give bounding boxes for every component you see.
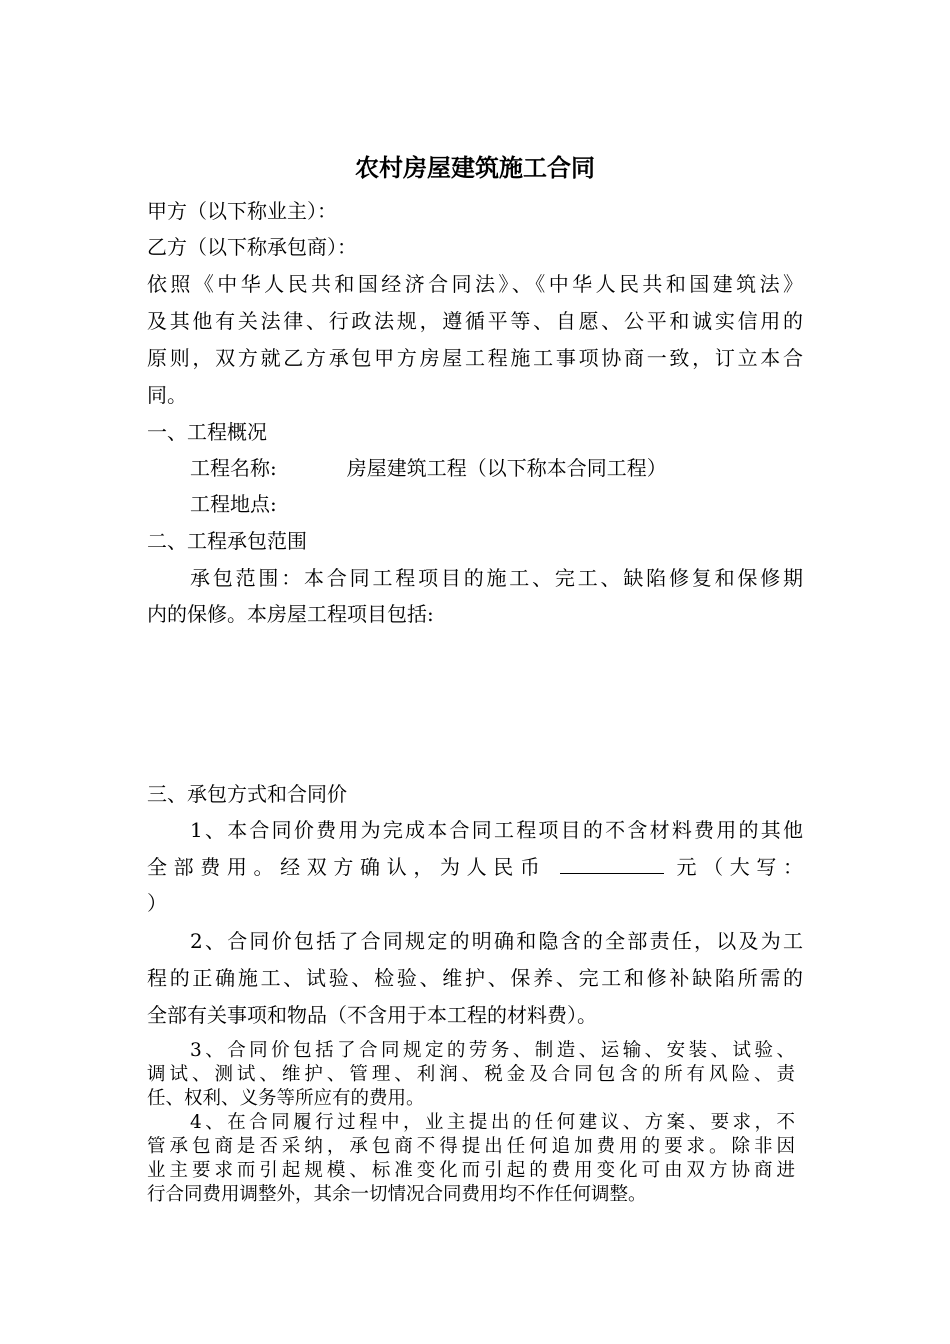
- scope-line: 内的保修。本房屋工程项目包括:: [147, 602, 434, 626]
- item4-line: 行合同费用调整外，其余一切情况合同费用均不作任何调整。: [147, 1184, 647, 1205]
- item4-line: 4、在合同履行过程中，业主提出的任何建议、方案、要求，不: [190, 1112, 795, 1133]
- item2-line: 程的正确施工、试验、检验、维护、保养、完工和修补缺陷所需的: [147, 966, 803, 990]
- item2-line: 全部有关事项和物品（不含用于本工程的材料费）。: [147, 1003, 597, 1027]
- item3-line: 3、合同价包括了合同规定的劳务、制造、运输、安装、试验、: [190, 1040, 795, 1061]
- preamble-line: 及其他有关法律、行政法规，遵循平等、自愿、公平和诚实信用的: [147, 309, 803, 333]
- preamble-line: 同。: [147, 383, 187, 407]
- amount-blank: [560, 853, 664, 874]
- item2-line: 2、合同价包括了合同规定的明确和隐含的全部责任，以及为工: [190, 929, 803, 953]
- item1-uppercase-text: 元（大写：: [676, 855, 804, 879]
- item3-line: 任、权利、义务等所应有的费用。: [147, 1088, 425, 1109]
- document-title: 农村房屋建筑施工合同: [355, 153, 595, 182]
- item4-line: 业主要求而引起规模、标准变化而引起的费用变化可由双方协商进: [147, 1160, 795, 1181]
- project-name-value: 房屋建筑工程（以下称本合同工程）: [346, 456, 667, 480]
- section3-heading: 三、承包方式和合同价: [147, 782, 347, 806]
- item3-line: 调试、测试、维护、管理、利润、税金及合同包含的所有风险、责: [147, 1064, 795, 1085]
- preamble-line: 依照《中华人民共和国经济合同法》、《中华人民共和国建筑法》: [147, 272, 803, 296]
- section1-heading: 一、工程概况: [147, 420, 267, 444]
- item1-closing: ）: [147, 891, 167, 915]
- project-name-label: 工程名称:: [190, 456, 277, 480]
- party-a-line: 甲方（以下称业主）：: [147, 199, 337, 223]
- item1-price-text: 全部费用。经双方确认，为人民币: [147, 855, 547, 879]
- item1-price-line: [147, 853, 803, 881]
- project-name-line: [190, 454, 667, 482]
- item1-line: 1、本合同价费用为完成本合同工程项目的不含材料费用的其他: [190, 818, 803, 842]
- preamble-line: 原则，双方就乙方承包甲方房屋工程施工事项协商一致，订立本合: [147, 346, 803, 370]
- party-b-line: 乙方（以下称承包商）：: [147, 235, 357, 259]
- project-location-label: 工程地点:: [190, 492, 277, 516]
- item4-line: 管承包商是否采纳，承包商不得提出任何追加费用的要求。除非因: [147, 1136, 795, 1157]
- section2-heading: 二、工程承包范围: [147, 529, 307, 553]
- scope-line: 承包范围：本合同工程项目的施工、完工、缺陷修复和保修期: [190, 566, 803, 590]
